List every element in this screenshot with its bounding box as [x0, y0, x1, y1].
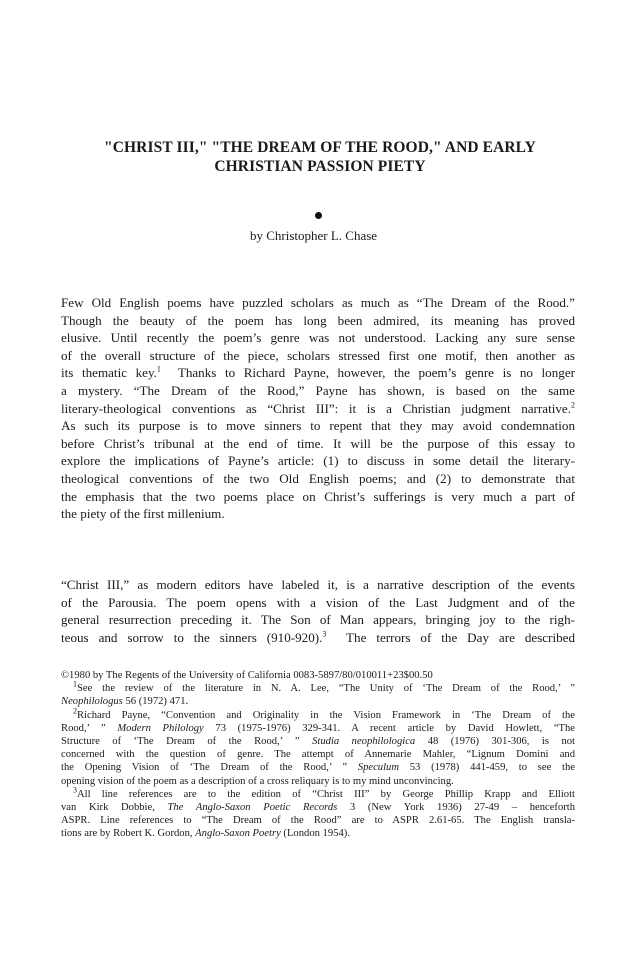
book-title: Anglo-Saxon Poetry [195, 828, 281, 840]
text-line: general resurrection preceding it. The Son of Man appears, bringing joy to the righ- [61, 612, 575, 628]
footnote-number: 1 [73, 679, 77, 689]
text-segment: Rood,’ ” [61, 722, 118, 734]
text-segment: Richard Payne, “Convention and Originality in the Vision Framework in ‘The Dream of the [77, 709, 575, 721]
footnote-3-line [61, 785, 575, 801]
journal-title: Speculum [357, 762, 399, 774]
text-line: before Christ’s tribunal at the end of time. It will be the purpose of this essay to [61, 435, 575, 451]
footnote-3-line: ASPR. Line references to “The Dream of the Rood” are to ASPR 2.61-65. The English transla- [61, 815, 575, 827]
footnote-1-line [61, 695, 575, 708]
section-dot-ornament [315, 212, 322, 219]
text-segment: its thematic key. [61, 365, 157, 381]
footnote-2-line: opening vision of the poem as a description of a cross reliquary is to my mind unconvincing. [61, 775, 454, 787]
text-line [61, 364, 575, 382]
text-line: elusive. Until recently the poem’s genre was not understood. Lacking any sure sense [61, 330, 575, 346]
book-title: The Anglo-Saxon Poetic Records [167, 801, 338, 813]
footnote-2-line: concerned with the question of genre. The attempt of Annemarie Mahler, “Lignum Domini and [61, 749, 575, 761]
journal-title: Neophilologus [61, 696, 123, 708]
text-segment: 56 (1972) 471. [122, 696, 189, 708]
text-segment: See the review of the literature in N. A. Lee, “The Unity of ‘The Dream of the Rood,’ ” [77, 683, 575, 695]
text-line: the emphasis that the two poems place on Christ’s sufferings is very much a part of [61, 488, 575, 504]
text-line: “Christ III,” as modern editors have labeled it, is a narrative description of the events [61, 577, 575, 592]
text-segment: (London 1954). [280, 828, 350, 840]
text-line: of the Parousia. The poem opens with a vision of the Last Judgment and of the [61, 594, 575, 610]
text-segment: 48 (1976) 301-306, is not [415, 735, 575, 747]
title-line-1: "CHRIST III," "THE DREAM OF THE ROOD," AND EARLY [104, 139, 536, 156]
footnote-mark: 1 [156, 365, 161, 375]
text-segment: the Opening Vision of ‘The Dream of the Rood,’ ” [61, 762, 358, 774]
body-paragraph-1 [61, 294, 575, 523]
text-line [61, 400, 575, 418]
footnote-2-line [61, 761, 575, 774]
text-segment: The terrors of the Day are described [346, 629, 576, 645]
text-line: explore the implications of Payne’s article: (1) to discuss in some detail the literary- [61, 453, 575, 469]
text-line: a mystery. “The Dream of the Rood,” Payne has shown, is based on the same [61, 382, 575, 398]
author-byline: by Christopher L. Chase [249, 228, 378, 243]
footnotes [61, 669, 575, 840]
journal-title: Studia neophilologica [312, 735, 416, 747]
text-segment: van Kirk Dobbie, [61, 801, 168, 813]
footnote-3-line [61, 801, 575, 814]
text-segment: 3 (New York 1936) 27-49 – henceforth [337, 801, 576, 813]
text-segment: All line references are to the edition of “Christ III” by George Phillip Krapp and Elliott [77, 788, 575, 800]
footnote-2-line [61, 735, 575, 748]
footnote-number: 2 [73, 706, 77, 716]
body-paragraph-2 [61, 576, 575, 646]
text-segment: 53 (1978) 441-459, to see the [399, 762, 575, 774]
journal-title: Modern Philology [117, 722, 204, 734]
footnote-1-line [61, 679, 575, 695]
text-segment: 73 (1975-1976) 329-341. A recent article by David Howlett, “The [203, 722, 575, 734]
text-line: of the overall structure of the piece, scholars stressed first one motif, then another as [61, 347, 575, 363]
text-line: theological conventions of the two Old English poems; and (2) to demonstrate that [61, 470, 575, 486]
footnote-2-line [61, 706, 575, 722]
text-line: Though the beauty of the poem has long been admired, its meaning has proved [61, 312, 575, 328]
text-line: the piety of the first millenium. [61, 506, 225, 522]
text-line: Few Old English poems have puzzled scholars as much as “The Dream of the Rood.” [61, 295, 575, 310]
copyright-line: ©1980 by The Regents of the University of California 0083-5897/80/010011+23$00.50 [61, 670, 433, 681]
article-title [60, 138, 580, 176]
text-segment: Structure of ‘The Dream of the Rood,’ ” [61, 735, 313, 747]
text-segment: teous and sorrow to the sinners (910-920). [61, 629, 323, 645]
footnote-mark: 3 [322, 629, 327, 639]
footnote-mark: 2 [571, 400, 575, 410]
text-segment: Thanks to Richard Payne, however, the poem’s genre is no longer [177, 365, 575, 381]
text-segment: tions are by Robert K. Gordon, [61, 828, 196, 840]
text-line: As such its purpose is to move sinners to repent that they may avoid condemnation [61, 418, 575, 434]
footnote-number: 3 [73, 785, 77, 795]
footnote-2-line [61, 722, 575, 735]
title-line-2: CHRISTIAN PASSION PIETY [214, 158, 426, 175]
text-line [61, 629, 575, 647]
text-segment: literary-theological conventions as “Christ III”: it is a Christian judgment narrative. [61, 400, 571, 416]
footnote-3-line [61, 827, 575, 840]
